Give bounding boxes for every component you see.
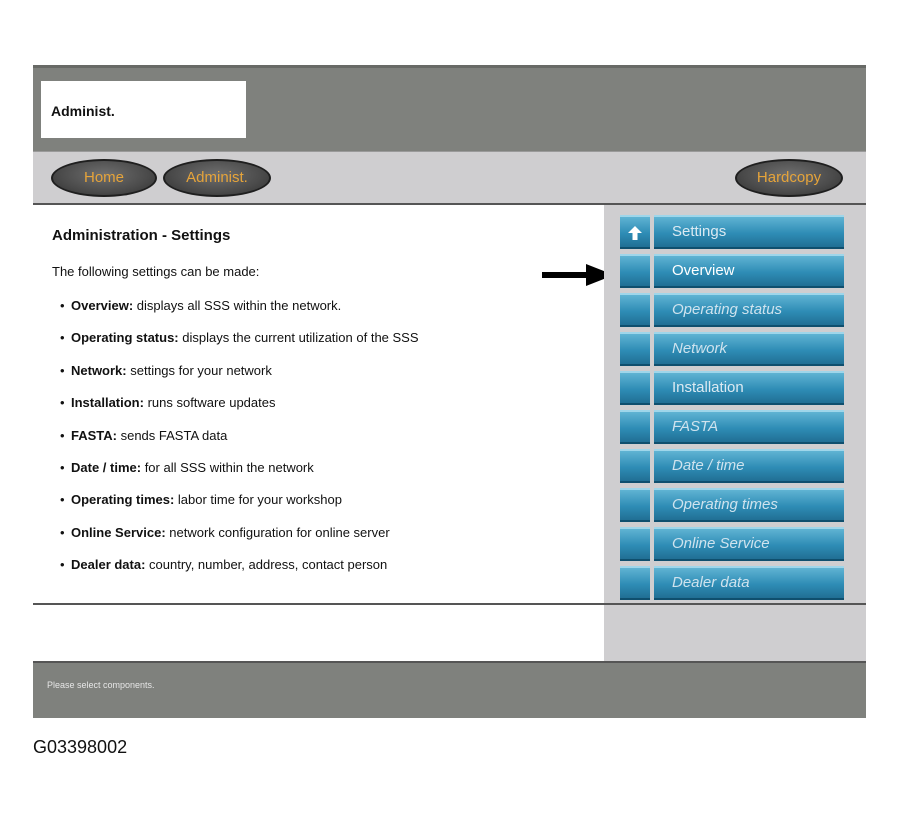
menu-stub[interactable]	[620, 566, 650, 600]
menu-label[interactable]: Operating status	[654, 293, 844, 327]
status-text: Please select components.	[47, 680, 155, 690]
list-item	[71, 330, 419, 362]
main-content	[33, 205, 604, 603]
page-title: Administration - Settings	[52, 227, 231, 244]
item-term: Date / time:	[71, 459, 142, 475]
item-term: Overview:	[71, 298, 134, 313]
menu-label[interactable]: Overview	[654, 254, 844, 288]
list-item	[71, 557, 419, 589]
item-desc: displays the current utilization of the SSS	[178, 330, 419, 346]
list-item	[71, 428, 419, 460]
item-desc: settings for your network	[126, 362, 272, 378]
item-desc: displays all SSS within the network.	[133, 298, 342, 313]
menu-stub[interactable]	[620, 527, 650, 561]
item-desc: network configuration for online server	[165, 524, 390, 540]
menu-label[interactable]: Date / time	[654, 449, 844, 483]
intro-text: The following settings can be made:	[52, 264, 260, 279]
item-desc: runs software updates	[143, 395, 276, 411]
settings-list	[71, 298, 419, 590]
item-desc: labor time for your workshop	[174, 492, 342, 508]
item-term: Installation:	[71, 395, 144, 411]
figure-id: G03398002	[33, 737, 128, 757]
home-button[interactable]: Home	[51, 159, 157, 197]
menu-label[interactable]: Operating times	[654, 488, 844, 522]
menu-item-dealer-data[interactable]	[620, 566, 844, 600]
menu-label[interactable]: FASTA	[654, 410, 844, 444]
settings-menu	[604, 205, 866, 603]
empty-area-right	[604, 603, 866, 661]
menu-label[interactable]: Online Service	[654, 527, 844, 561]
item-term: Network:	[71, 362, 127, 378]
title-bar	[33, 65, 866, 151]
status-bar	[33, 661, 866, 718]
menu-stub[interactable]	[620, 410, 650, 444]
menu-stub[interactable]	[620, 371, 650, 405]
item-term: Online Service:	[71, 524, 166, 540]
menu-item-operating-status[interactable]	[620, 293, 844, 327]
menu-item-online-service[interactable]	[620, 527, 844, 561]
up-arrow-icon[interactable]	[627, 225, 643, 241]
window-title: Administ.	[51, 103, 115, 119]
item-term: Operating times:	[71, 492, 175, 508]
menu-item-date-time[interactable]	[620, 449, 844, 483]
item-desc: sends FASTA data	[116, 427, 228, 443]
administ-button[interactable]: Administ.	[163, 159, 271, 197]
list-item	[71, 395, 419, 427]
nav-bar	[33, 151, 866, 205]
menu-stub[interactable]	[620, 488, 650, 522]
menu-item-network[interactable]	[620, 332, 844, 366]
menu-stub[interactable]	[620, 254, 650, 288]
menu-stub[interactable]	[620, 293, 650, 327]
list-item	[71, 460, 419, 492]
menu-item-settings[interactable]	[620, 215, 844, 249]
menu-label[interactable]: Installation	[654, 371, 844, 405]
menu-stub[interactable]	[620, 332, 650, 366]
menu-item-installation[interactable]	[620, 371, 844, 405]
app-window	[33, 65, 866, 718]
item-term: Operating status:	[71, 330, 179, 346]
menu-label[interactable]: Dealer data	[654, 566, 844, 600]
menu-item-operating-times[interactable]	[620, 488, 844, 522]
menu-label[interactable]: Settings	[654, 215, 844, 249]
menu-item-overview[interactable]	[620, 254, 844, 288]
menu-label[interactable]: Network	[654, 332, 844, 366]
empty-area	[33, 603, 604, 661]
title-box	[41, 81, 246, 138]
list-item	[71, 298, 419, 330]
menu-stub[interactable]	[620, 449, 650, 483]
item-term: Dealer data:	[71, 557, 146, 573]
item-desc: for all SSS within the network	[141, 459, 314, 475]
menu-stub[interactable]	[620, 215, 650, 249]
item-desc: country, number, address, contact person	[145, 557, 388, 573]
list-item	[71, 492, 419, 524]
list-item	[71, 363, 419, 395]
menu-item-fasta[interactable]	[620, 410, 844, 444]
hardcopy-button[interactable]: Hardcopy	[735, 159, 843, 197]
list-item	[71, 525, 419, 557]
item-term: FASTA:	[71, 427, 117, 443]
